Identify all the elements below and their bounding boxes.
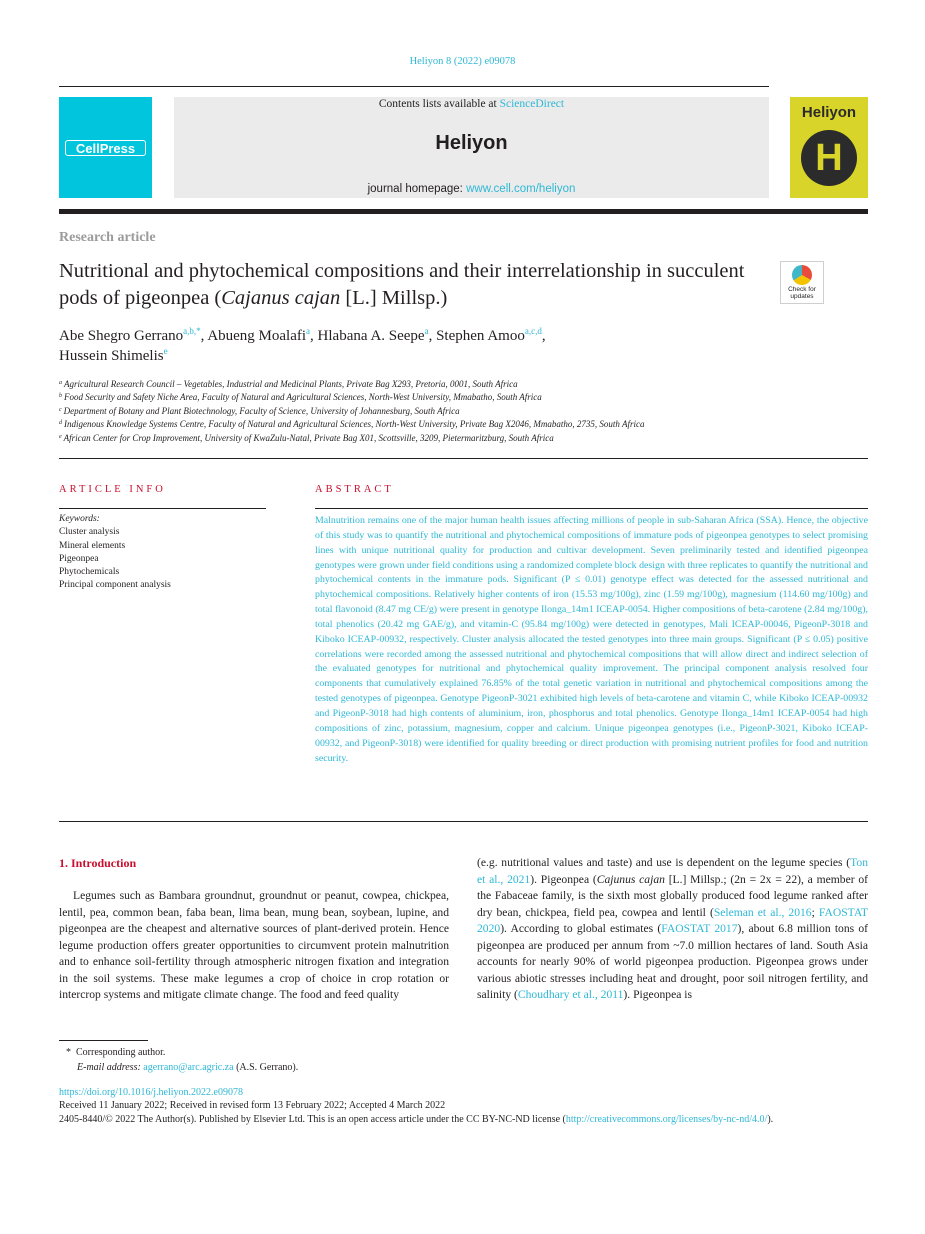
keyword: Phytochemicals <box>59 567 120 578</box>
title-part-2: [L.] Millsp.) <box>340 287 448 309</box>
header-thick-rule <box>59 209 868 214</box>
sciencedirect-link[interactable]: ScienceDirect <box>499 98 565 110</box>
keywords-label: Keywords: <box>59 514 100 524</box>
author[interactable]: Stephen Amoo$^{a,c,d}$ <box>436 326 542 344</box>
email-suffix: (A.S. Gerrano). <box>233 1062 299 1073</box>
footnote-symbol: * <box>66 1047 71 1058</box>
license-line: 2405-8440/© 2022 The Author(s). Published by Elsevier Ltd. This is an open access article under the CC BY-NC-ND license (http://creativecommons.org/licenses/by-nc-nd/4.0/). <box>59 1113 774 1125</box>
footnote <box>66 1045 766 1075</box>
divider <box>59 458 868 459</box>
author-list: Abe Shegro Gerrano$^{a,b,*}$, Abueng Moalafi$^a$, Hlabana A. Seepe$^a$, Stephen Amoo$^{a,c,d}$, Hussein Shimelis$^e$ <box>59 326 546 364</box>
affiliation: $^e$ African Center for Crop Improvement, University of KwaZulu-Natal, Private Bag X01, Scottsville, 3209, Pietermaritzburg, South Africa <box>59 432 554 443</box>
journal-name: Heliyon <box>435 132 508 154</box>
affiliation: $^d$ Indigenous Knowledge Systems Centre, Faculty of Natural and Agricultural Sciences, North-West University, Private Bag X2046, Mmabatho, 2735, South Africa <box>59 419 645 430</box>
check-for-updates-label: Check for updates <box>788 286 816 300</box>
license-link[interactable]: http://creativecommons.org/licenses/by-nc-nd/4.0/ <box>565 1113 768 1125</box>
footnote-rule <box>59 1040 148 1041</box>
title-part-1: Nutritional and phytochemical compositions and their interrelationship in succulent pods of pigeonpea ( <box>59 260 745 309</box>
introduction-left-column: Legumes such as Bambara groundnut, groundnut or peanut, cowpea, chickpea, lentil, pea, common bean, faba bean, lima bean, mung bean, soybean, lupine, and pigeonpea are the cheapest and alternative sources of plant-derived protein. Hence legume production offers greater opportunities to circumvent protein malnutrition and to enhance soil-fertility through atmospheric nitrogen fixation and integration in the soil systems. These make legumes a crop of choice in crop rotation or intercrop systems and mitigate climate change. The food and feed quality <box>59 889 449 1001</box>
footer <box>59 1086 869 1126</box>
abstract-heading: ABSTRACT <box>315 484 394 495</box>
contents-prefix: Contents lists available at <box>378 98 500 110</box>
introduction-heading: 1. Introduction <box>59 856 137 870</box>
divider <box>59 821 868 822</box>
keyword: Pigeonpea <box>59 553 99 564</box>
crossmark-icon <box>792 265 812 285</box>
author[interactable]: Abueng Moalafi$^a$ <box>207 326 311 344</box>
affiliations <box>59 378 859 445</box>
corresponding-author: Corresponding author. <box>76 1047 166 1058</box>
keyword: Principal component analysis <box>59 580 171 591</box>
introduction-right-column: (e.g. nutritional values and taste) and use is dependent on the legume species (Ton et al., 2021). Pigeonpea (Cajunus cajan [L.] Millsp.; (2n = 2x = 22), a member of the Fabaceae family, is the sixth most globally produced food legume ranked after dry bean, chickpea, field pea, cowpea and lentil (Seleman et al., 2016; FAOSTAT 2020). According to global estimates (FAOSTAT 2017), about 6.8 million tons of pigeonpea are produced per annum from ~7.0 million hectares of land. South Asia accounts for nearly 90% of world pigeonpea production. Pigeonpea grows under various abiotic stresses including heat and drought, poor soil nitrogen fertility, and salinity (Choudhary et al., 2011). Pigeonpea is <box>477 856 869 1001</box>
homepage-prefix: journal homepage: <box>367 183 467 195</box>
article-title <box>59 258 759 312</box>
title-species: Cajanus cajan <box>221 287 341 309</box>
article-type: Research article <box>59 230 156 245</box>
affiliation: $^b$ Food Security and Safety Niche Area, Faculty of Natural and Agricultural Sciences, North-West University, Mmabatho, South Africa <box>59 392 542 403</box>
doi-link[interactable]: https://doi.org/10.1016/j.heliyon.2022.e09078 <box>59 1087 243 1098</box>
citation-link[interactable]: FAOSTAT 2020 <box>477 905 868 935</box>
homepage-link[interactable]: www.cell.com/heliyon <box>466 183 576 195</box>
affiliation: $^a$ Agricultural Research Council – Vegetables, Industrial and Medicinal Plants, Private Bag X293, Pretoria, 0001, South Africa <box>59 379 518 389</box>
keyword: Cluster analysis <box>59 527 120 538</box>
abstract-text: Malnutrition remains one of the major human health issues affecting millions of people in sub-Saharan Africa (SSA). Hence, the objective of this study was to quantify the nutritional and phytochemical compositions of immature pods of pigeonpea genotypes to select promising lines with unique nutritional quality for production and cultivar development. Seven preliminarily tested and identified pigeonpea genotypes were grown under field conditions using a randomized complete block design with three replicates to quantify the nutritional and phytochemical contents in the immature pods. Significant (P ≤ 0.01) genotype effect was detected for the assessed nutritional and phytochemical compositions. Relatively higher contents of iron (15.53 mg/100g), zinc (1.59 mg/100g), magnesium (114.60 mg/100g) and total flavonoid (8.47 mg CE/g) were present in genotype Ilonga_14m1 ICEAP-0054. Higher compositions of beta-carotene (2.84 mg/100g), total phenolics (20.42 mg GAE/g), and vitamin-C (95.84 mg/100g) were detected in genotypes, Mali ICEAP-00046, PigeonP-3018 and Kiboko ICEAP-00932, respectively. Cluster analysis allocated the tested genotypes into three main groups. Significant (P ≤ 0.05) positive correlations were recorded among the assessed nutritional and phytochemical compositions that will allow direct and indirect selection of the evaluated genotypes for nutritional and phytochemical quality improvement. The principal component analysis resolved four components that cumulatively explained 76.85% of the total genetic variation in nutritional and phytochemical compositions among the tested genotypes of pigeonpea. Genotype PigeonP-3021 exhibited high levels of beta-carotene and vitamin C, while Kiboko ICEAP-00932 and PigeonP-3018 had high contents of aluminium, iron, phosphorus and total phenolics. Genotype Ilonga_14m1 ICEAP-0054 had high compositions of zinc, potassium, magnesium, copper and calcium. Unique pigeonpea genotypes (i.e., PigeonP-3021, Kiboko ICEAP-00932, and PigeonP-3018) were identified for quality breeding or direct production with promising nutrient profiles for food and nutrition security. <box>315 515 868 764</box>
cover-title: Heliyon <box>801 104 857 121</box>
keywords-block <box>59 513 266 593</box>
received-dates: Received 11 January 2022; Received in revised form 13 February 2022; Accepted 4 March 2022 <box>59 1100 446 1112</box>
article-info-heading: ARTICLE INFO <box>59 484 166 495</box>
author[interactable]: Hussein Shimelis$^e$ <box>59 346 168 364</box>
journal-reference[interactable]: Heliyon 8 (2022) e09078 <box>409 56 516 67</box>
citation-link[interactable]: Seleman et al., 2016 <box>713 905 812 919</box>
author[interactable]: Hlabana A. Seepe$^a$ <box>317 326 429 344</box>
divider <box>59 508 266 509</box>
citation-link[interactable]: Choudhary et al., 2011 <box>517 988 624 1001</box>
cover-letter-icon: H <box>801 130 857 186</box>
homepage-line <box>174 183 769 195</box>
citation-link[interactable]: Ton et al., 2021 <box>477 856 868 886</box>
keyword: Mineral elements <box>59 540 126 551</box>
email-link[interactable]: agerrano@arc.agric.za <box>143 1062 234 1073</box>
cellpress-logo: CellPress <box>65 140 146 156</box>
citation-link[interactable]: FAOSTAT 2017 <box>661 922 738 935</box>
divider <box>315 508 868 509</box>
top-rule <box>59 86 769 87</box>
email-label: E-mail address: <box>77 1062 144 1073</box>
affiliation: $^c$ Department of Botany and Plant Biotechnology, Faculty of Science, University of Johannesburg, South Africa <box>59 405 460 416</box>
author[interactable]: Abe Shegro Gerrano$^{a,b,*}$ <box>59 326 201 344</box>
contents-line <box>174 98 769 110</box>
